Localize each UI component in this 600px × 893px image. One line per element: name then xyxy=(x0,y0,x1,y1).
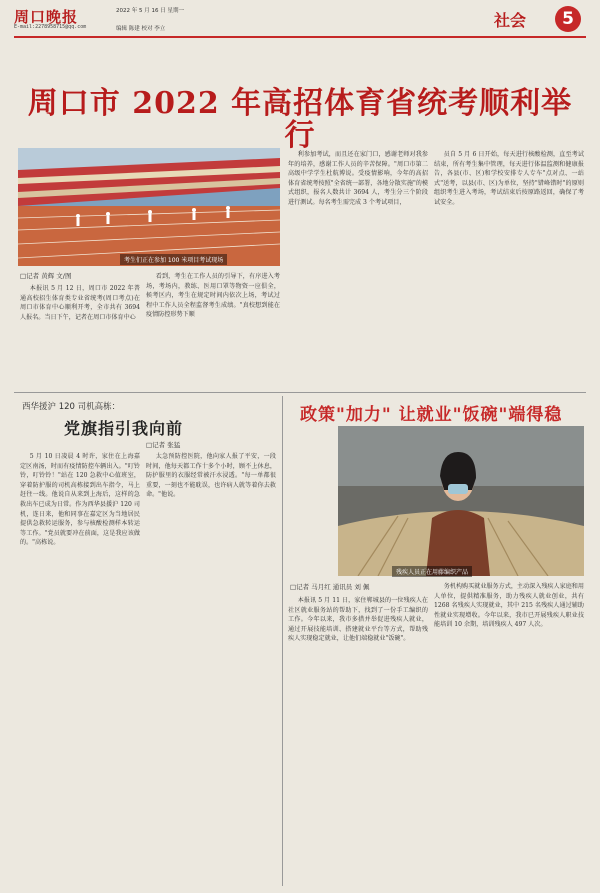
weaving-photo xyxy=(338,426,584,576)
section-divider xyxy=(14,392,586,393)
lead-column-4: 员自 5 月 6 日开始，每天进行核酸检测，直至考试结束，所有考生集中管理，每天进行体温监测和健康报告，各县(市、区)和学校安排专人专车"点对点、一站式"送考，以县(市、区)为单位，坚持"错峰错时"的原则组织考生进入考场，考试结束后按原路返回，确保了考试安全。 xyxy=(434,151,584,206)
right-story-headline: 政策"加力" 让就业"饭碗"端得稳 xyxy=(300,405,563,425)
left-story-column-2: 太急预防控医院，他向家人报了平安，一段时间，他每天都工作十多个小时，顾不上休息，防护服里的衣服经常被汗水浸透。"每一单都很重要，一刻也不能耽误，也许病人就等着你去救命。"他说。 xyxy=(146,453,276,499)
section-title: 社会 xyxy=(494,11,527,30)
weaving-photo-caption: 残疾人员正在用藤编织产品 xyxy=(392,566,472,577)
lead-column-1: 本报讯 5 月 12 日，周口市 2022 年普通高校招生体育类专业省统考(周口考点)在周口市体育中心顺利开考，全市共有 3694 人报名。当日下午，记者在周口市体育中心 xyxy=(20,285,140,321)
lead-column-3: 利参加考试，而且还在家门口，感谢老师对我参年的培养，感谢工作人员的辛苦保障。"周口市第二高级中学学生杜航博说。受疫情影响，今年的高招体育省统考按照"全省统一部署，各地分散实施"的模式组织，报名人数共计 3694 人，考生分三个阶段进行测试。每名考生需完成 3 个考试项目， xyxy=(288,151,428,206)
right-story-byline: □记者 马月红 通讯员 刘 佩 xyxy=(290,583,370,591)
left-story-column-1: 5 月 10 日凌晨 4 时许，家住在上海嘉定区南汤，时而有疫情防控车辆出入。"叮铃铃，叮铃铃！"站在 120 急救中心值班室，穿着防护服的司机高栋接到出车指令，马上赶往一线。他说自从来到上海后，这样的急救出车已成为日常。作为西华县援沪 120 司机，连日来，他和同事在嘉定区为当地居民提供急救转运服务，参与核酸检测样本转运等工作。"党员就要冲在前面，这是我应该做的。"高栋说。 xyxy=(20,453,140,547)
page-number-badge: 5 xyxy=(555,6,581,32)
lead-column-2: 看到，考生在工作人员的引导下，有序进入考场，考场内，教练、医用口罩等物资一应俱全，候考区内，考生在规定时间内依次上场，考试过程中工作人员全程监督考生成绩。"真校想到能在疫情防控形势下顺 xyxy=(146,273,280,319)
lead-byline: □记者 黄辉 文/图 xyxy=(20,272,72,280)
editors-line: 编辑 陈建 校对 李立 xyxy=(116,26,166,32)
email-address: E-mail:2278958715@qq.com xyxy=(14,24,87,30)
left-story-byline: □记者 张猛 xyxy=(146,441,181,449)
newspaper-logo: 周口晚报 xyxy=(14,8,79,26)
right-story-column-2: 务机构购买就业服务方式，主动深入残疾人家庭和用人单位，提供精准服务，助力残疾人就业创业，共有 1268 名残疾人实现就业，其中 215 名残疾人通过辅助性就业实现增收。今年以来，我市已开展残疾人职业技能培训 10 余期，培训残疾人 497 人次。 xyxy=(434,583,584,629)
stadium-photo xyxy=(18,148,280,266)
stadium-photo-caption: 考生们正在参加 100 米项目考试现场 xyxy=(120,254,227,265)
masthead xyxy=(0,0,600,66)
masthead-rule xyxy=(14,36,586,38)
lead-headline: 周口市 2022 年高招体育省统考顺利举行 xyxy=(27,86,573,153)
left-story-headline: 党旗指引我向前 xyxy=(64,419,184,438)
right-story-column-1: 本报讯 5 月 11 日，家住郸城县的一位残疾人在社区就业服务站的帮助下，找到了一份手工编织的工作。今年以来，我市多措并举促进残疾人就业，通过开展技能培训、搭建就业平台等方式，帮助残疾人实现稳定就业，让他们端稳就业"饭碗"。 xyxy=(288,597,428,643)
column-divider xyxy=(282,396,283,886)
left-story-kicker: 西华援沪 120 司机高栋： xyxy=(22,402,121,412)
issue-date: 2022 年 5 月 16 日 星期一 xyxy=(116,8,184,14)
